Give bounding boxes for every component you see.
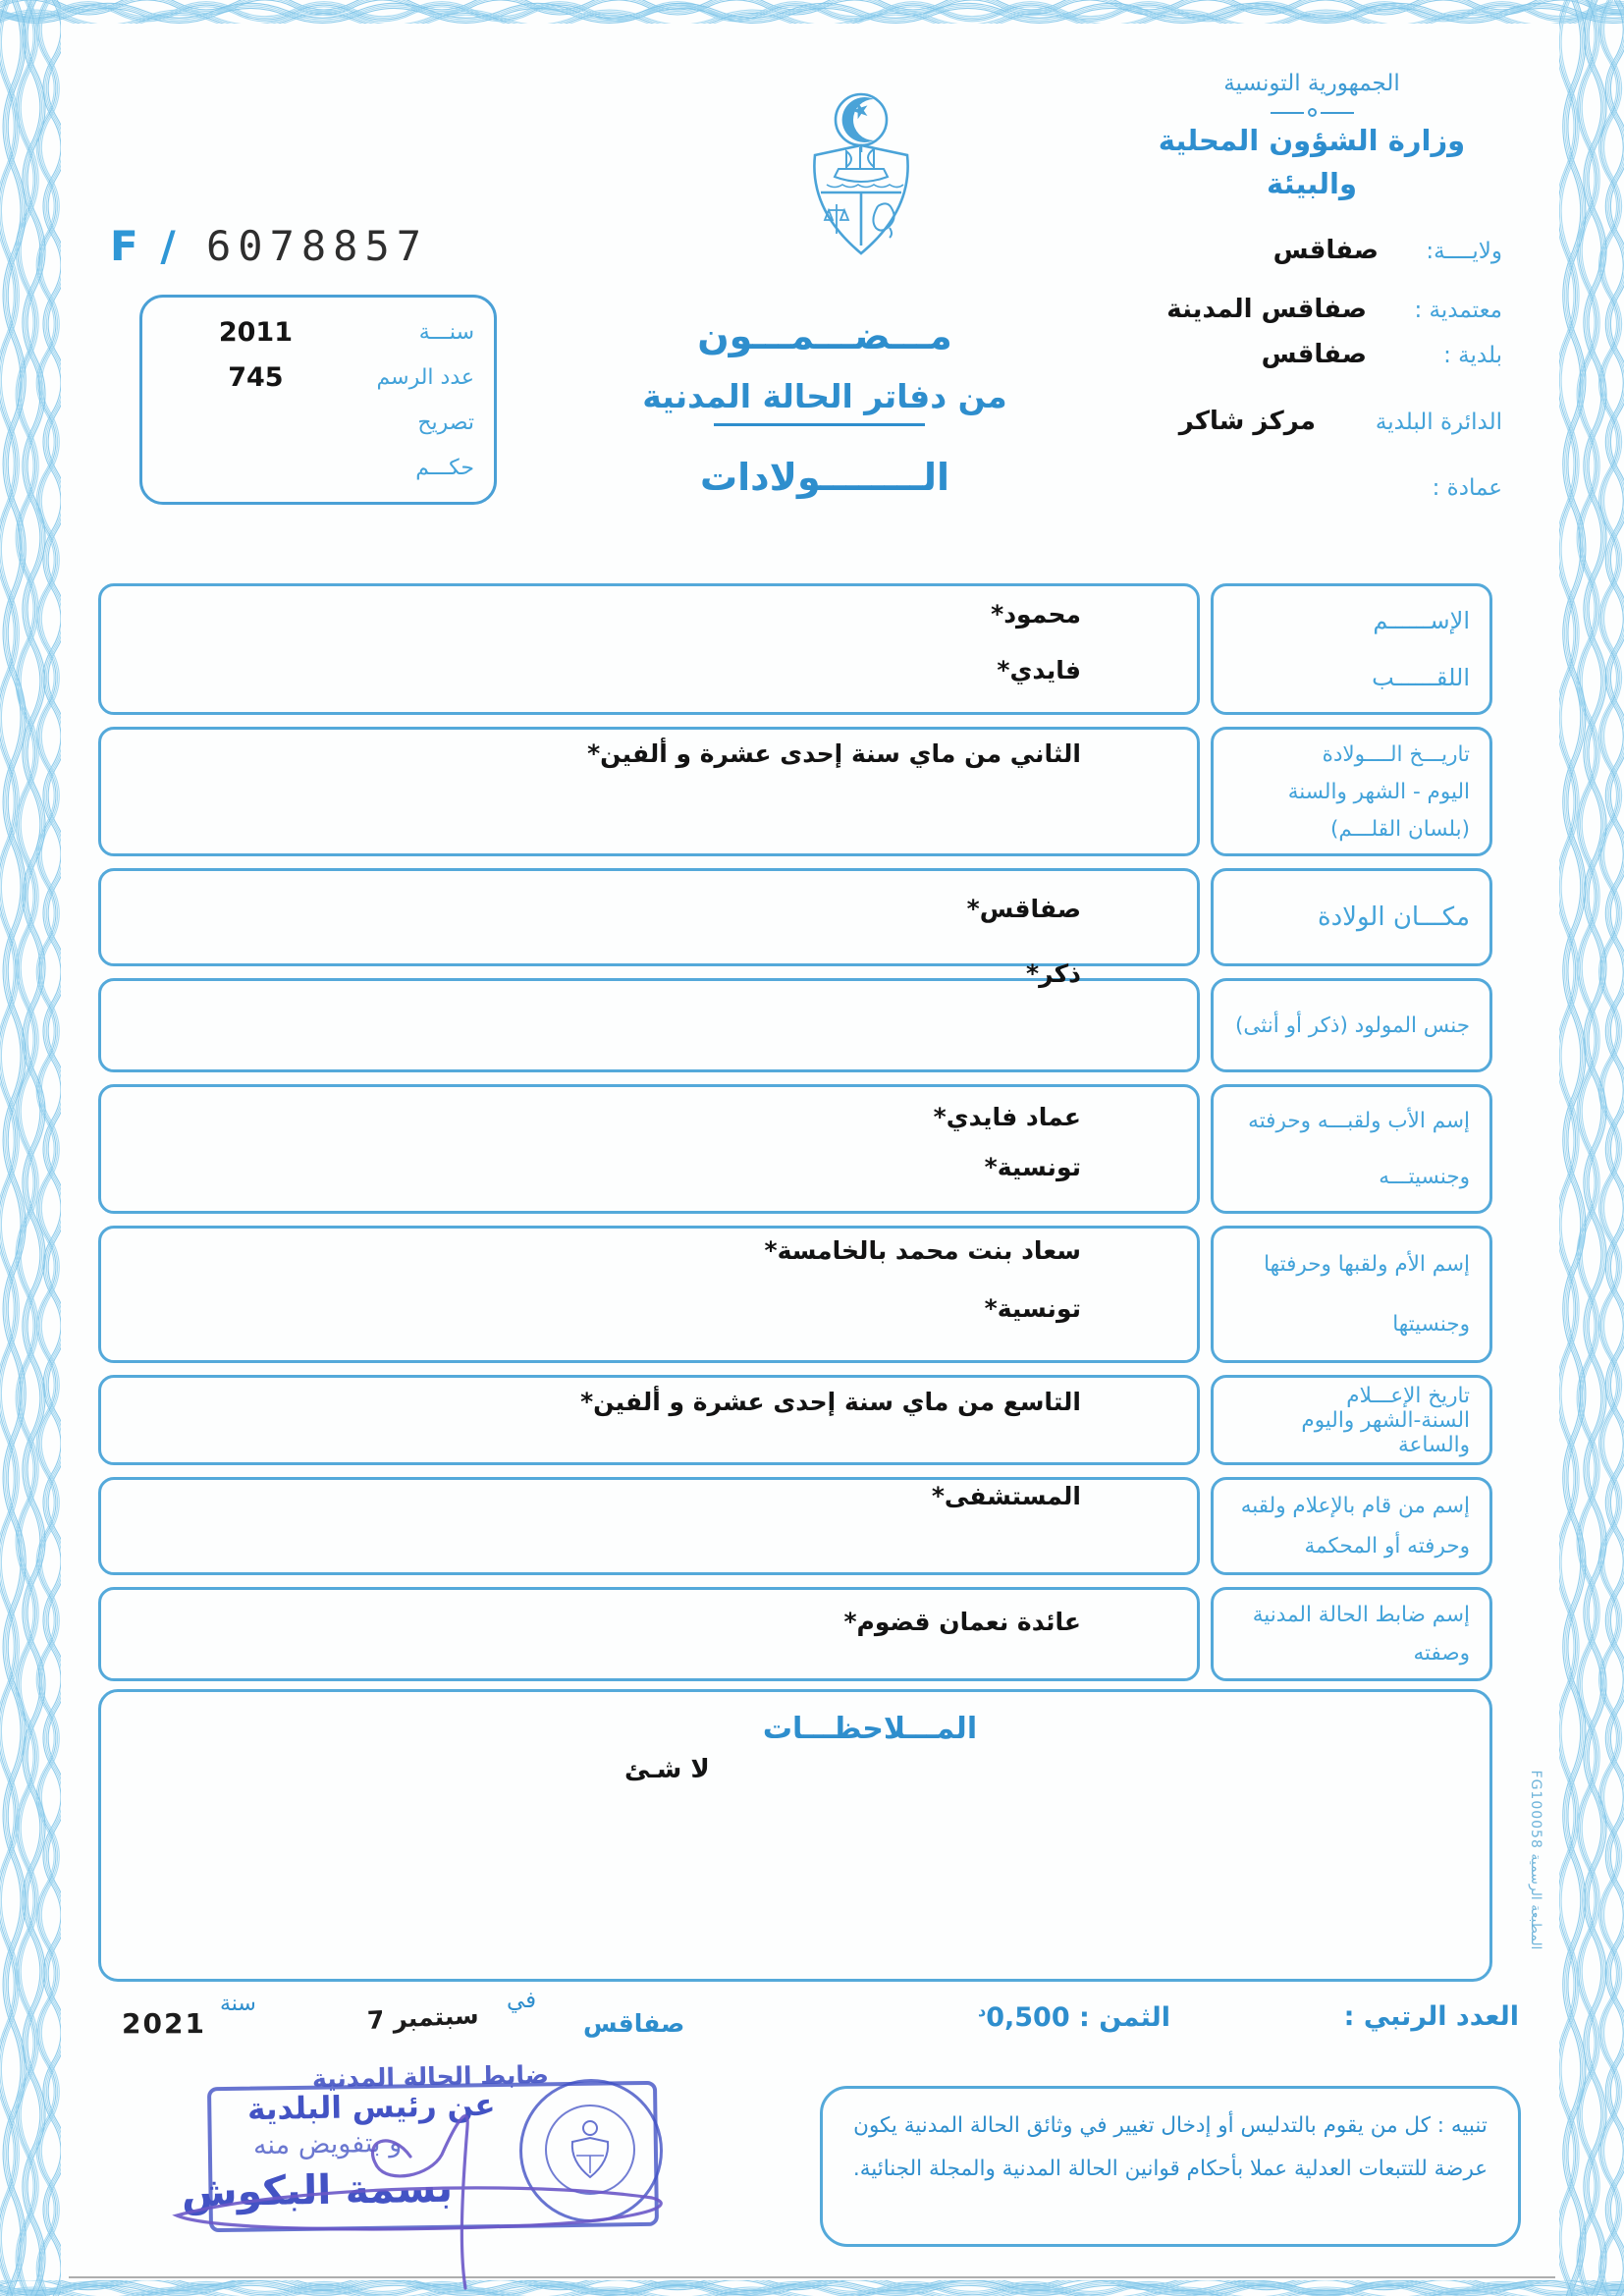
- form-label-line: وجنسيتـــه: [1379, 1165, 1470, 1189]
- header-field: [1179, 407, 1502, 436]
- stamp-signer-name: بسمة البكوش: [181, 2163, 454, 2216]
- form-value-box: [98, 727, 1200, 856]
- form-label-line: السنة-الشهر واليوم والساعة: [1301, 1408, 1470, 1457]
- header-field: [1262, 340, 1502, 369]
- form-label-box: [1211, 868, 1492, 966]
- form-label-box: [1211, 1587, 1492, 1681]
- form-value-box: [98, 959, 1200, 1072]
- form-label-box: [1211, 978, 1492, 1072]
- registry-row: [162, 309, 474, 355]
- header-field-label: معتمدية :: [1414, 298, 1502, 323]
- header-field-value: صفاقس: [1272, 236, 1379, 265]
- seal-emblem-icon: [563, 2118, 618, 2181]
- form-label-box: [1211, 583, 1492, 715]
- registry-label: حكـــم: [415, 455, 474, 480]
- form-value-line: تونسية*: [984, 1294, 1081, 1323]
- title-line1: مـــضـــمـــون: [697, 314, 952, 357]
- form-value-line: ذكر*: [1026, 959, 1081, 988]
- fraud-warning-box: تنبيه : كل من يقوم بالتدليس أو إدخال تغيير في وثائق الحالة المدنية يكون عرضة للتتبعات العدلية عملا بأحكام قوانين الحالة المدنية والمجلة الجنائية.: [820, 2086, 1521, 2247]
- header-field-label: ولايــــة:: [1426, 239, 1502, 264]
- form-value-line: التاسع من ماي سنة إحدى عشرة و ألفين*: [580, 1388, 1081, 1416]
- form-label-line: جنس المولود (ذكر أو أنثى): [1235, 1012, 1470, 1038]
- form-value-line: فايدي*: [997, 656, 1081, 684]
- price-label: الثمن :: [1079, 2002, 1171, 2033]
- municipal-seal-inner: [545, 2105, 635, 2195]
- form-value-box: [98, 1375, 1200, 1465]
- printing-house-note: المطبعة الرسمية FG100058: [1528, 1770, 1543, 1950]
- form-value-box: [98, 1477, 1200, 1575]
- form-value-box: [98, 1084, 1200, 1214]
- header-field-label: الدائرة البلدية: [1375, 410, 1502, 435]
- form-label-line: (بلسان القلـــم): [1330, 816, 1470, 842]
- registry-row: [162, 400, 474, 445]
- scan-shadow-line: [69, 2276, 1555, 2278]
- divider-bar: [1321, 112, 1354, 114]
- registry-value: 2011: [218, 316, 293, 348]
- header-field: [1166, 295, 1502, 324]
- remarks-title: المـــلاحظـــات: [762, 1712, 978, 1746]
- form-label-line: وحرفته أو المحكمة: [1304, 1534, 1470, 1558]
- header-field-label: عمادة :: [1432, 475, 1502, 501]
- issue-year-label: سنة: [220, 1992, 256, 2016]
- form-label-box: [1211, 1375, 1492, 1465]
- issue-year-value: 2021: [122, 2007, 206, 2040]
- tunisia-emblem-icon: [791, 90, 931, 259]
- form-label-line: مكـــان الولادة: [1317, 902, 1470, 932]
- form-label-line: اللقــــــب: [1372, 664, 1470, 691]
- form-label-line: إسم الأب ولقبـــه وحرفته: [1248, 1109, 1470, 1133]
- form-value-box: [98, 1587, 1200, 1681]
- ministry-line2: والبيئة: [1267, 167, 1357, 200]
- header-field: [1379, 475, 1502, 501]
- header-divider: [1125, 108, 1498, 117]
- form-value-line: عائدة نعمان قضوم*: [843, 1608, 1081, 1636]
- form-value-line: سعاد بنت محمد بالخامسة*: [764, 1236, 1081, 1265]
- stamp-officer-line: ضابط الحالة المدنية: [311, 2059, 550, 2094]
- registry-box: [139, 295, 497, 505]
- form-label-box: [1211, 727, 1492, 856]
- registry-value: 745: [228, 361, 284, 393]
- form-value-line: عماد فايدي*: [933, 1103, 1081, 1131]
- form-value-box: [98, 868, 1200, 966]
- form-value-line: صفاقس*: [966, 895, 1081, 923]
- form-value-line: محمود*: [991, 600, 1081, 629]
- municipal-seal: [519, 2079, 663, 2222]
- form-value-box: [98, 583, 1200, 715]
- form-value-line: المستشفى*: [931, 1482, 1081, 1510]
- guilloche-border-right: [1559, 0, 1624, 2296]
- document-title: [550, 314, 1100, 499]
- registry-label: تصريح: [417, 410, 474, 435]
- guilloche-border-bottom: [0, 2280, 1624, 2296]
- price-currency: د: [978, 2001, 987, 2020]
- form-label-line: الإســــــم: [1373, 607, 1470, 634]
- issue-place: صفاقس: [583, 2009, 685, 2038]
- header-field-value: مركز شاكر: [1178, 407, 1316, 436]
- form-label-line: تاريخ الإعـــلام: [1346, 1384, 1470, 1408]
- registry-label: سنـــة: [418, 319, 474, 345]
- form-label-line: إسم من قام بالإعلام ولقبه: [1240, 1494, 1470, 1518]
- form-label-box: [1211, 1084, 1492, 1214]
- form-label-line: إسم ضابط الحالة المدنية: [1252, 1603, 1470, 1627]
- serial-prefix: F /: [110, 222, 180, 270]
- guilloche-border-top: [0, 0, 1624, 24]
- ordinal-number-label: العدد الرتبي :: [1343, 2001, 1519, 2032]
- header-field-label: بلدية :: [1443, 343, 1502, 368]
- serial-number: [110, 222, 428, 270]
- issue-date-stamp: 7 سبتمبر: [366, 2000, 480, 2035]
- divider-dot: [1308, 108, 1317, 117]
- registry-label: عدد الرسم: [376, 364, 474, 390]
- form-value-line: تونسية*: [984, 1153, 1081, 1181]
- form-label-line: إسم الأم ولقبها وحرفتها: [1264, 1252, 1470, 1277]
- serial-digits: 6078857: [206, 222, 429, 270]
- form-label-line: اليوم - الشهر والسنة: [1287, 779, 1470, 804]
- stamp-mayor-line: عن رئيس البلدية: [246, 2087, 496, 2128]
- divider-bar: [1271, 112, 1304, 114]
- republic-title: الجمهورية التونسية: [1223, 71, 1400, 96]
- form-label-line: وجنسيتها: [1392, 1312, 1470, 1337]
- form-label-line: تاريـــخ الــــولادة: [1322, 741, 1470, 767]
- form-label-box: [1211, 1477, 1492, 1575]
- title-line3: الــــــــولادات: [699, 456, 950, 499]
- form-label-box: [1211, 1226, 1492, 1363]
- price: [978, 2001, 1170, 2033]
- registry-row: [162, 445, 474, 490]
- form-value-line: الثاني من ماي سنة إحدى عشرة و ألفين*: [587, 739, 1081, 768]
- price-value: 0,500: [986, 2002, 1070, 2033]
- remarks-box: [98, 1689, 1492, 1982]
- title-line2: من دفاتر الحالة المدنية: [642, 377, 1007, 415]
- header-field-value: صفاقس: [1261, 340, 1367, 369]
- registry-row: [162, 355, 474, 400]
- header-field-value: صفاقس المدينة: [1166, 295, 1367, 324]
- form-value-box: [98, 1226, 1200, 1363]
- ministry-line1: وزارة الشؤون المحلية: [1158, 124, 1466, 157]
- guilloche-border-left: [0, 0, 61, 2296]
- form-label-line: وصفته: [1413, 1641, 1470, 1666]
- stamp-delegation-line: و بتفويض منه: [252, 2127, 403, 2161]
- issue-in-word: في: [507, 1988, 537, 2013]
- title-underline: [714, 423, 925, 426]
- remarks-value: لا شـئ: [624, 1755, 710, 1784]
- header-field: [1273, 236, 1502, 265]
